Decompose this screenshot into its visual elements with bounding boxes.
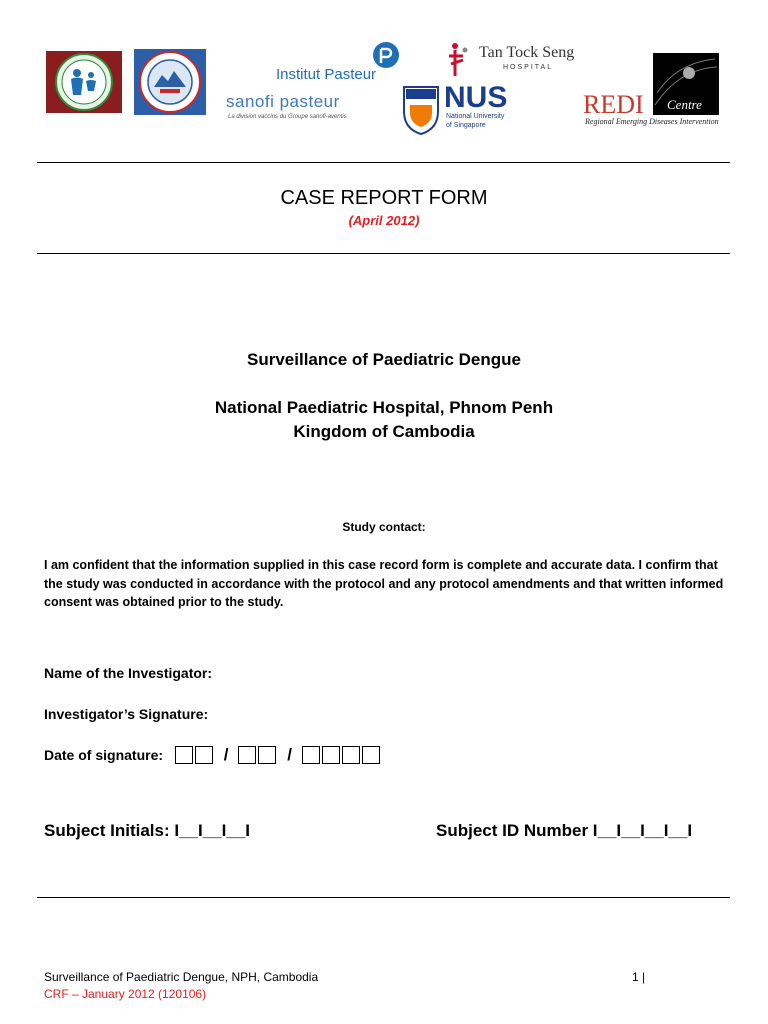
cambodia-seal-logo (134, 49, 206, 115)
subject-id-field[interactable]: Subject ID Number I__I__I__I__I (436, 821, 693, 840)
year-digit-3-box[interactable] (342, 746, 360, 764)
nus-text: NUS (444, 81, 508, 114)
footer-crf-version: CRF – January 2012 (120106) (44, 987, 207, 1001)
country-name: Kingdom of Cambodia (293, 422, 475, 441)
study-contact-label: Study contact: (342, 520, 426, 534)
redi-dark-square (653, 53, 719, 115)
investigator-statement: I am confident that the information supplied in this case record form is complete and accurate data. I confirm that the study was conducted in accordance with the protocol and any protocol amendments and that written informed consent was obtained prior to the study. (44, 558, 724, 609)
date-separator: / (287, 745, 292, 764)
year-digit-4-box[interactable] (362, 746, 380, 764)
nus-sub-1: National University (446, 113, 505, 120)
subject-initials-field[interactable]: Subject Initials: I__I__I__I (44, 821, 250, 840)
hospital-name: National Paediatric Hospital, Phnom Penh (214, 398, 554, 417)
footer-study-name: Surveillance of Paediatric Dengue, NPH, Cambodia (44, 970, 319, 984)
header-rule (37, 253, 730, 254)
top-rule (37, 162, 730, 163)
institut-pasteur-logo (274, 41, 406, 85)
tan-tock-seng-logo (445, 40, 580, 82)
year-digit-1-box[interactable] (302, 746, 320, 764)
tan-tock-seng-text: Tan Tock Seng (479, 44, 575, 61)
month-digit-2-box[interactable] (258, 746, 276, 764)
redi-text: REDI (583, 90, 644, 119)
day-digit-1-box[interactable] (175, 746, 193, 764)
form-title: CASE REPORT FORM (280, 187, 488, 209)
investigator-signature-label: Investigator’s Signature: (44, 706, 209, 722)
sanofi-pasteur-text: sanofi pasteur (226, 92, 340, 111)
month-digit-1-box[interactable] (238, 746, 256, 764)
form-date: (April 2012) (348, 213, 420, 228)
bottom-rule (37, 897, 730, 898)
date-separator: / (223, 745, 229, 764)
institut-pasteur-text: Institut Pasteur (276, 66, 377, 83)
nus-logo (402, 81, 520, 137)
sanofi-tagline: La division vaccins du Groupe sanofi-aventis (228, 114, 347, 120)
date-of-signature-label: Date of signature: (44, 747, 164, 763)
redi-subtitle: Regional Emerging Diseases Intervention (585, 117, 719, 126)
day-digit-2-box[interactable] (195, 746, 213, 764)
date-of-signature-row (44, 745, 382, 765)
year-digit-2-box[interactable] (322, 746, 340, 764)
investigator-name-label: Name of the Investigator: (44, 665, 213, 681)
tan-tock-seng-sub: HOSPITAL (503, 64, 554, 71)
redi-centre-logo (583, 53, 723, 129)
study-title: Surveillance of Paediatric Dengue (247, 350, 521, 369)
page-number: 1 | (632, 970, 646, 984)
ministry-health-logo (46, 51, 122, 113)
redi-centre-text: Centre (667, 97, 702, 112)
nus-sub-2: of Singapore (446, 122, 486, 129)
sanofi-pasteur-logo (226, 92, 371, 126)
